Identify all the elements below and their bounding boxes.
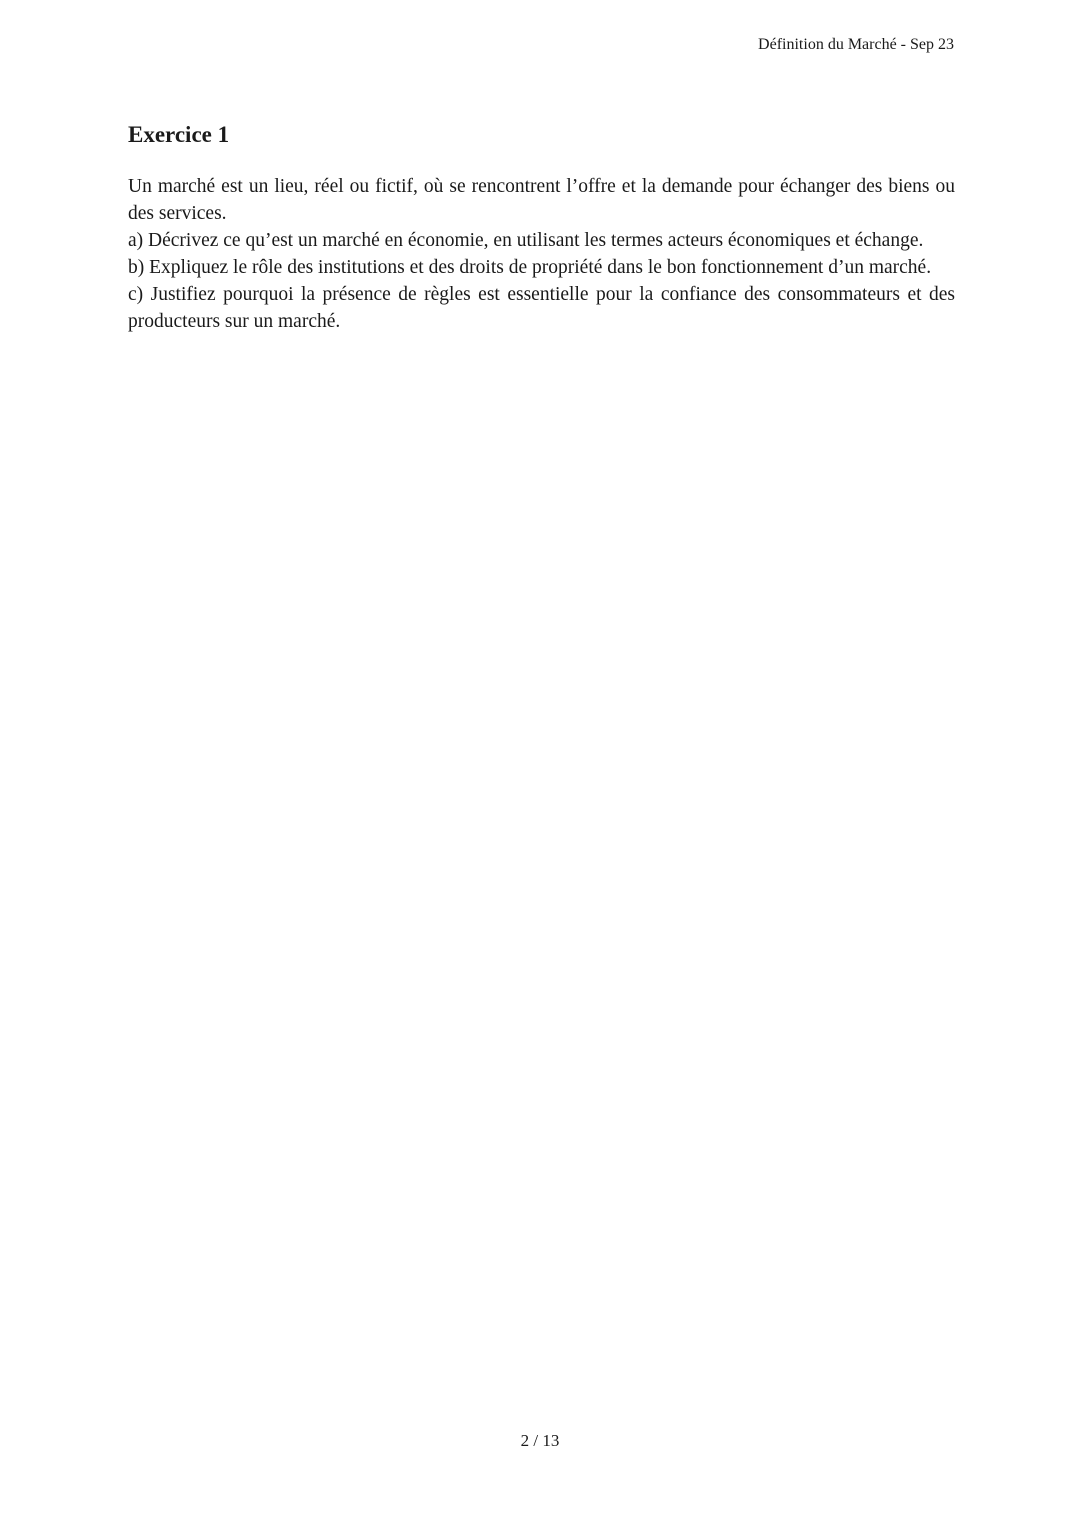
exercise-title: Exercice 1 — [128, 122, 230, 147]
exercise-intro: Un marché est un lieu, réel ou fictif, où se rencontrent l’offre et la demande pour échanger des biens ou des services. — [128, 176, 955, 224]
exercise-body — [128, 173, 955, 335]
page-number: 2 / 13 — [520, 1431, 560, 1450]
page-header-title: Définition du Marché - Sep 23 — [758, 36, 954, 53]
page-content — [128, 121, 955, 335]
question-a: a) Décrivez ce qu’est un marché en économie, en utilisant les termes acteurs économiques et échange. — [128, 230, 924, 251]
question-c: c) Justifiez pourquoi la présence de règles est essentielle pour la confiance des consommateurs et des producteurs sur un marché. — [128, 284, 955, 332]
question-b: b) Expliquez le rôle des institutions et des droits de propriété dans le bon fonctionnement d’un marché. — [128, 257, 932, 278]
